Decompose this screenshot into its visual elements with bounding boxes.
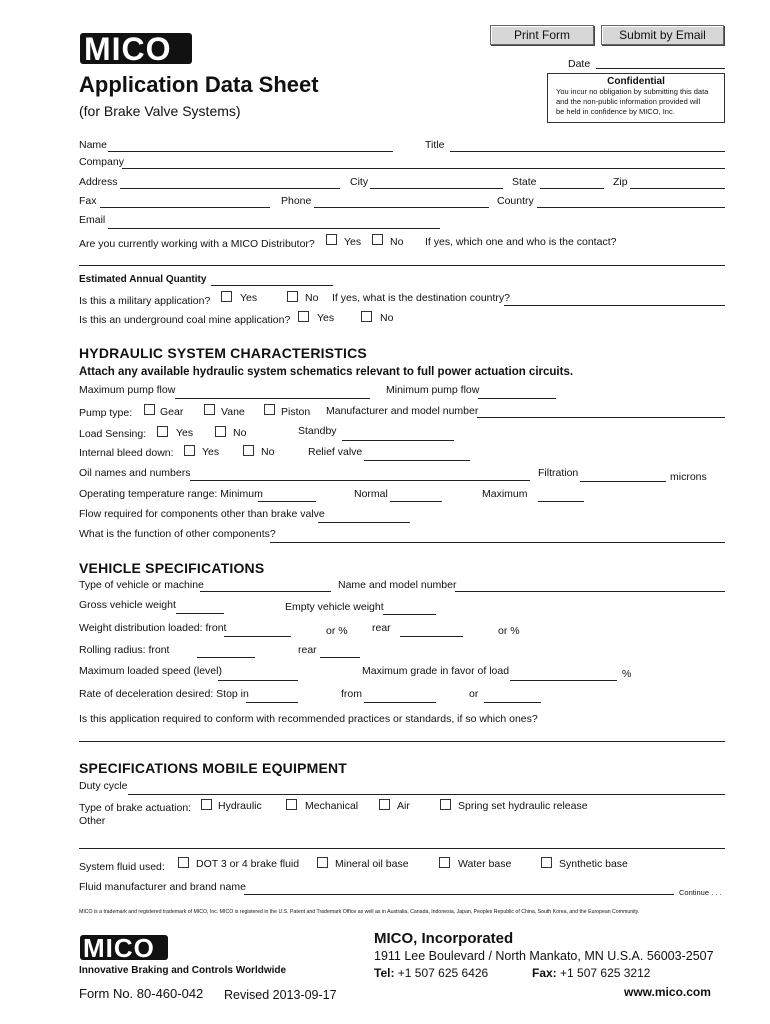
hydraulic-heading: HYDRAULIC SYSTEM CHARACTERISTICS [79, 345, 367, 361]
form-number: Form No. 80-460-042 [79, 986, 204, 1001]
model-number-field[interactable] [455, 591, 725, 592]
country-label: Country [497, 195, 534, 207]
other-label: Other [79, 815, 106, 827]
weight-dist-label: Weight distribution loaded: front [79, 622, 227, 634]
company-name: MICO, Incorporated [374, 930, 514, 947]
distributor-question: Are you currently working with a MICO Distributor? [79, 238, 315, 250]
rolling-rear-field[interactable] [320, 657, 360, 658]
load-sensing-no-label: No [233, 427, 247, 439]
fluid-synthetic-label: Synthetic base [559, 858, 628, 870]
front-pct-label: or % [326, 625, 348, 637]
military-yes-label: Yes [240, 292, 258, 304]
fluid-dot-label: DOT 3 or 4 brake fluid [196, 858, 300, 870]
distributor-yes-checkbox[interactable] [326, 234, 337, 245]
actuation-air-checkbox[interactable] [379, 799, 390, 810]
oil-names-field[interactable] [190, 480, 530, 481]
trademark-notice: MICO is a trademark and registered trademark of MICO, Inc. MICO is registered in the U.S. Patent and Trademark Office as well as in Australia, Canada, Indonesia, Japan, Peoples Republic of China, South Korea, and the European Community. [79, 909, 640, 915]
title-field[interactable] [450, 151, 725, 152]
rolling-front-field[interactable] [197, 657, 255, 658]
from-field[interactable] [364, 702, 436, 703]
weight-rear-field[interactable] [400, 636, 463, 637]
coal-no-label: No [380, 312, 394, 324]
max-grade-label: Maximum grade in favor of load [362, 665, 510, 677]
fluid-mfr-field[interactable] [244, 894, 674, 895]
destination-country-field[interactable] [504, 305, 725, 306]
print-form-button[interactable]: Print Form [490, 25, 594, 45]
rolling-rear-label: rear [298, 644, 317, 656]
empty-weight-label: Empty vehicle weight [285, 601, 384, 613]
min-pump-flow-label: Minimum pump flow [386, 384, 480, 396]
coal-mine-question: Is this an underground coal mine application? [79, 314, 291, 326]
max-pump-flow-label: Maximum pump flow [79, 384, 176, 396]
relief-valve-label: Relief valve [308, 446, 363, 458]
standards-field[interactable] [79, 741, 725, 742]
fluid-mineral-checkbox[interactable] [317, 857, 328, 868]
actuation-air-label: Air [397, 800, 410, 812]
function-other-field[interactable] [270, 542, 725, 543]
distributor-no-checkbox[interactable] [372, 234, 383, 245]
function-other-label: What is the function of other components? [79, 528, 276, 540]
duty-cycle-label: Duty cycle [79, 780, 128, 792]
model-number-label: Name and model number [338, 579, 457, 591]
pump-piston-checkbox[interactable] [264, 404, 275, 415]
page-subtitle: (for Brake Valve Systems) [79, 103, 241, 119]
bleed-yes-checkbox[interactable] [184, 445, 195, 456]
zip-field[interactable] [630, 188, 725, 189]
confidential-box [547, 73, 725, 123]
fax-label: Fax [79, 195, 97, 207]
fax-field[interactable] [100, 207, 270, 208]
pump-vane-checkbox[interactable] [204, 404, 215, 415]
flow-other-field[interactable] [318, 522, 410, 523]
empty-weight-field[interactable] [383, 614, 436, 615]
vehicle-type-field[interactable] [200, 591, 331, 592]
email-field[interactable] [108, 228, 440, 229]
other-field[interactable] [79, 848, 725, 849]
pump-type-label: Pump type: [79, 407, 133, 419]
load-sensing-yes-checkbox[interactable] [157, 426, 168, 437]
military-no-label: No [305, 292, 319, 304]
phone-field[interactable] [314, 207, 489, 208]
or-field[interactable] [484, 702, 541, 703]
oil-names-label: Oil names and numbers [79, 467, 191, 479]
military-followup: If yes, what is the destination country? [332, 292, 511, 304]
distributor-no-label: No [390, 236, 404, 248]
from-label: from [341, 688, 362, 700]
military-yes-checkbox[interactable] [221, 291, 232, 302]
rear-label: rear [372, 622, 391, 634]
company-label: Company [79, 156, 124, 168]
actuation-mechanical-label: Mechanical [305, 800, 359, 812]
weight-front-field[interactable] [224, 636, 291, 637]
relief-valve-field[interactable] [364, 460, 470, 461]
brake-actuation-label: Type of brake actuation: [79, 802, 192, 814]
distributor-yes-label: Yes [344, 236, 362, 248]
max-speed-field[interactable] [218, 680, 298, 681]
title-label: Title [425, 139, 445, 151]
coal-no-checkbox[interactable] [361, 311, 372, 322]
bleed-no-checkbox[interactable] [243, 445, 254, 456]
load-sensing-yes-label: Yes [176, 427, 194, 439]
fluid-water-label: Water base [458, 858, 512, 870]
state-label: State [512, 176, 537, 188]
city-label: City [350, 176, 369, 188]
company-website[interactable]: www.mico.com [624, 985, 711, 999]
confidential-title: Confidential [607, 76, 665, 87]
internal-bleed-label: Internal bleed down: [79, 447, 174, 459]
or-label: or [469, 688, 479, 700]
fluid-synthetic-checkbox[interactable] [541, 857, 552, 868]
op-temp-max-field[interactable] [538, 501, 584, 502]
military-question: Is this a military application? [79, 295, 211, 307]
actuation-mechanical-checkbox[interactable] [286, 799, 297, 810]
company-tel: Tel: +1 507 625 6426 [374, 966, 489, 980]
page-title: Application Data Sheet [79, 72, 319, 97]
mico-logo-text: MICO [84, 31, 172, 67]
maximum-label: Maximum [482, 488, 528, 500]
gross-weight-field[interactable] [176, 613, 224, 614]
duty-cycle-field[interactable] [128, 794, 725, 795]
zip-label: Zip [613, 176, 628, 188]
pump-gear-label: Gear [160, 406, 184, 418]
name-label: Name [79, 139, 108, 151]
hydraulic-subheading: Attach any available hydraulic system schematics relevant to full power actuation circuits. [79, 366, 574, 378]
standards-question: Is this application required to conform with recommended practices or standards, if so which ones? [79, 713, 538, 725]
standby-field[interactable] [342, 440, 454, 441]
confidential-text: You incur no obligation by submitting this data and the non-public information provided will be held in confidence by MICO, Inc. [556, 87, 709, 116]
address-label: Address [79, 176, 118, 188]
phone-label: Phone [281, 195, 312, 207]
annual-quantity-field[interactable] [211, 285, 333, 286]
company-field[interactable] [122, 168, 725, 169]
address-field[interactable] [120, 188, 340, 189]
max-speed-label: Maximum loaded speed (level) [79, 665, 222, 677]
name-field[interactable] [108, 151, 393, 152]
deceleration-label: Rate of deceleration desired: Stop in [79, 688, 249, 700]
actuation-hydraulic-label: Hydraulic [218, 800, 262, 812]
fluid-mfr-label: Fluid manufacturer and brand name [79, 881, 246, 893]
footer-mico-logo-text: MICO [83, 933, 155, 963]
standby-label: Standby [298, 425, 337, 437]
fluid-water-checkbox[interactable] [439, 857, 450, 868]
actuation-spring-label: Spring set hydraulic release [458, 800, 588, 812]
bleed-no-label: No [261, 446, 275, 458]
company-address: 1911 Lee Boulevard / North Mankato, MN U.S.A. 56003-2507 [374, 949, 714, 963]
footer-tagline: Innovative Braking and Controls Worldwide [79, 965, 287, 976]
fluid-mineral-label: Mineral oil base [335, 858, 409, 870]
op-temp-label: Operating temperature range: Minimum [79, 488, 263, 500]
max-pump-flow-field[interactable] [175, 398, 370, 399]
company-fax: Fax: +1 507 625 3212 [532, 966, 651, 980]
actuation-spring-checkbox[interactable] [440, 799, 451, 810]
flow-other-label: Flow required for components other than brake valve [79, 508, 325, 520]
revised-date: Revised 2013-09-17 [224, 988, 337, 1002]
min-pump-flow-field[interactable] [478, 398, 556, 399]
max-grade-field[interactable] [510, 680, 617, 681]
mobile-heading: SPECIFICATIONS MOBILE EQUIPMENT [79, 760, 348, 776]
actuation-hydraulic-checkbox[interactable] [201, 799, 212, 810]
filtration-field[interactable] [580, 481, 666, 482]
email-label: Email [79, 214, 106, 226]
normal-label: Normal [354, 488, 388, 500]
load-sensing-no-checkbox[interactable] [215, 426, 226, 437]
coal-yes-label: Yes [317, 312, 335, 324]
continue-label: Continue . . . [679, 888, 722, 897]
city-field[interactable] [370, 188, 503, 189]
microns-label: microns [670, 471, 707, 483]
submit-email-button[interactable]: Submit by Email [601, 25, 724, 45]
pump-vane-label: Vane [221, 406, 245, 418]
load-sensing-label: Load Sensing: [79, 428, 147, 440]
military-no-checkbox[interactable] [287, 291, 298, 302]
bleed-yes-label: Yes [202, 446, 220, 458]
pct-label: % [622, 668, 632, 680]
date-label: Date [568, 58, 591, 70]
date-field[interactable] [596, 68, 725, 69]
country-field[interactable] [537, 207, 725, 208]
rolling-radius-label: Rolling radius: front [79, 644, 170, 656]
gross-weight-label: Gross vehicle weight [79, 599, 176, 611]
manufacturer-field[interactable] [477, 417, 725, 418]
filtration-label: Filtration [538, 467, 579, 479]
manufacturer-label: Manufacturer and model number [326, 405, 479, 417]
annual-quantity-label: Estimated Annual Quantity [79, 274, 207, 285]
vehicle-type-label: Type of vehicle or machine [79, 579, 204, 591]
rear-pct-label: or % [498, 625, 520, 637]
fluid-dot-checkbox[interactable] [178, 857, 189, 868]
coal-yes-checkbox[interactable] [298, 311, 309, 322]
state-field[interactable] [540, 188, 604, 189]
distributor-followup: If yes, which one and who is the contact? [425, 236, 617, 248]
fluid-used-label: System fluid used: [79, 861, 165, 873]
vehicle-heading: VEHICLE SPECIFICATIONS [79, 560, 265, 576]
pump-piston-label: Piston [281, 406, 311, 418]
pump-gear-checkbox[interactable] [144, 404, 155, 415]
op-temp-normal-field[interactable] [390, 501, 442, 502]
stop-in-field[interactable] [246, 702, 298, 703]
distributor-contact-field[interactable] [79, 265, 725, 266]
op-temp-min-field[interactable] [258, 501, 316, 502]
